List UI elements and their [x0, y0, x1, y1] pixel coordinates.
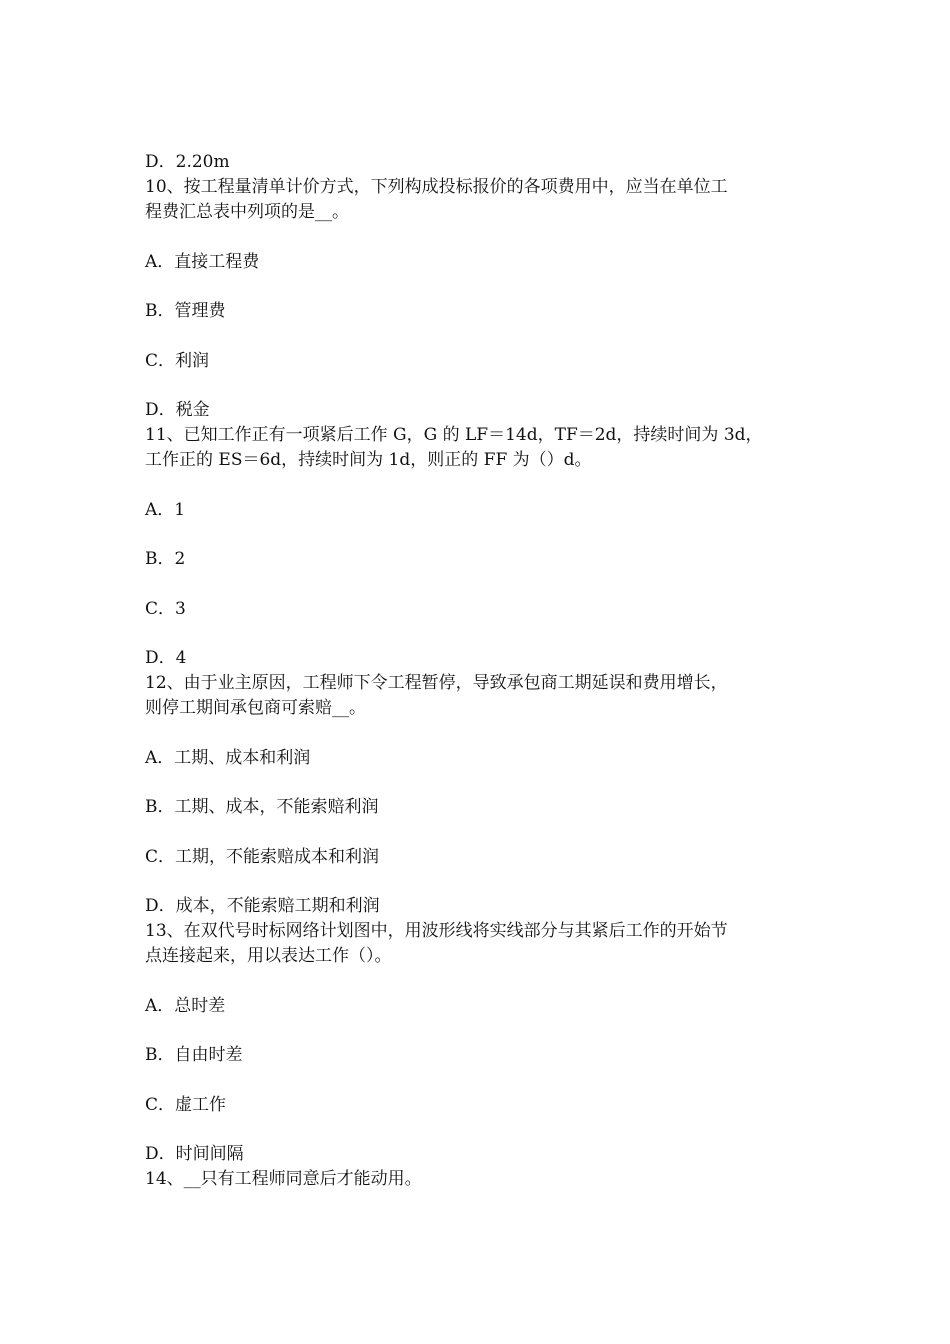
text-line: B．2 [145, 549, 186, 569]
text-line: A．总时差 [145, 995, 226, 1016]
text-line: 11、已知工作正有一项紧后工作 G，G 的 LF＝14d，TF＝2d，持续时间为 3d， [145, 425, 763, 445]
document-page [145, 150, 810, 1192]
text-line: A．工期、成本和利润 [145, 747, 311, 768]
text-line: B．自由时差 [145, 1045, 243, 1065]
text-line: C．虚工作 [145, 1094, 227, 1115]
text-line: B．工期、成本，不能索赔利润 [145, 797, 379, 817]
text-line: C．3 [145, 598, 186, 619]
text-line: 13、在双代号时标网络计划图中，用波形线将实线部分与其紧后工作的开始节 [145, 921, 728, 941]
text-line: 14、__只有工程师同意后才能动用。 [145, 1169, 422, 1189]
text-line: B．管理费 [145, 301, 226, 321]
text-line: D．2.20m [145, 152, 230, 172]
text-line: D．4 [145, 648, 187, 668]
text-line: 则停工期间承包商可索赔__。 [145, 698, 366, 718]
text-line: D．成本，不能索赔工期和利润 [145, 896, 380, 916]
text-line: 10、按工程量清单计价方式，下列构成投标报价的各项费用中，应当在单位工 [145, 177, 728, 197]
text-line: 12、由于业主原因，工程师下令工程暂停，导致承包商工期延误和费用增长， [145, 673, 728, 693]
text-line: A．直接工程费 [145, 251, 260, 272]
text-line: D．税金 [145, 400, 210, 420]
text-line: C．工期，不能索赔成本和利润 [145, 846, 380, 867]
text-line: C．利润 [145, 350, 210, 371]
text-line: A．1 [145, 499, 186, 520]
text-line: D．时间间隔 [145, 1144, 244, 1164]
text-line: 程费汇总表中列项的是__。 [145, 202, 349, 222]
text-line: 工作正的 ES＝6d，持续时间为 1d，则正的 FF 为（）d。 [145, 450, 592, 470]
text-line: 点连接起来，用以表达工作（）。 [145, 946, 392, 966]
